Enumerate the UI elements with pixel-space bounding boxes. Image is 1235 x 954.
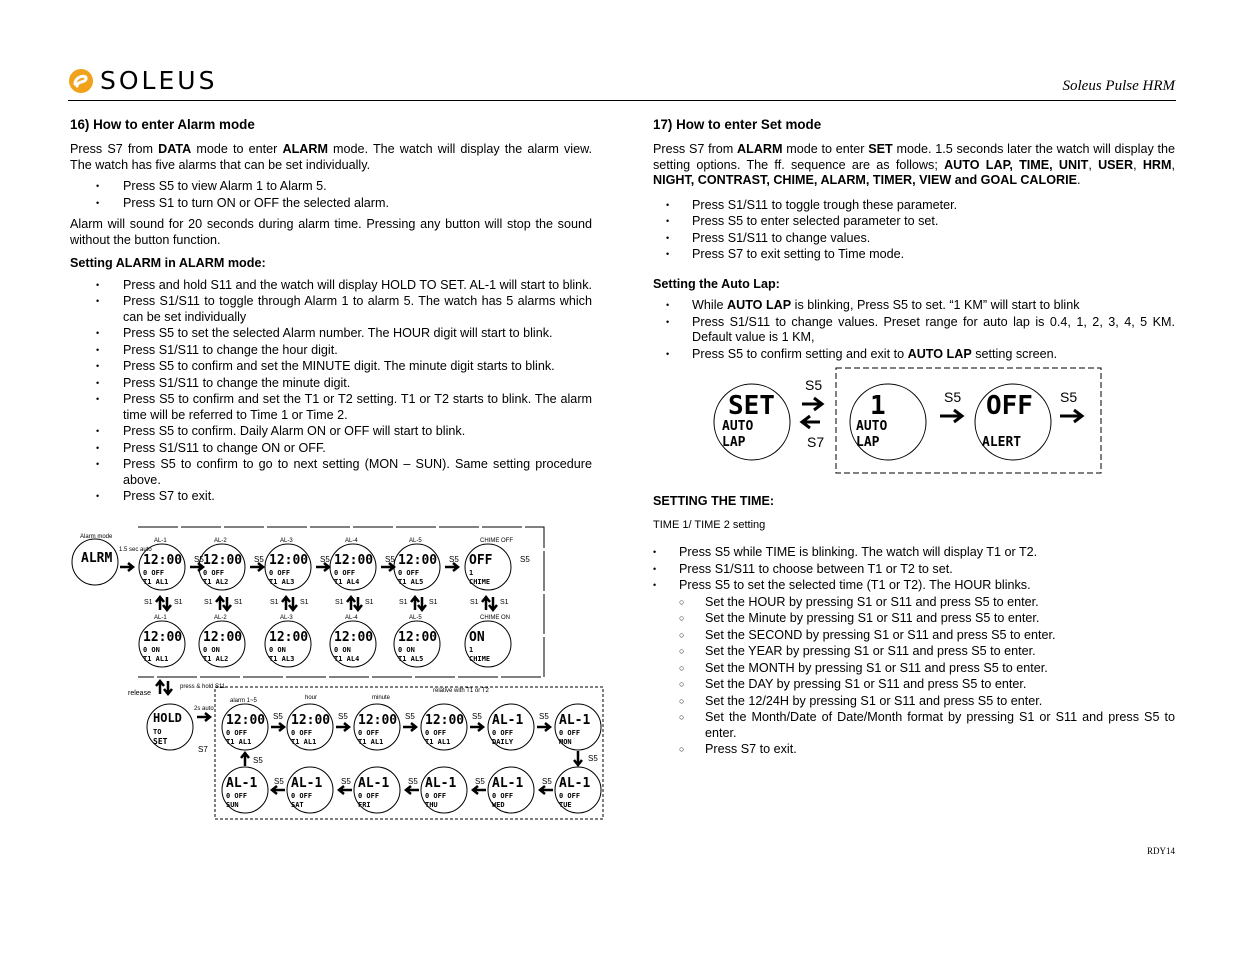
list-item: ○ Set the 12/24H by pressing S1 or S11 and press S5 to enter. (653, 694, 1175, 710)
s1-label: S1 (270, 599, 279, 606)
watch-main-digits: AL-1 (358, 776, 390, 791)
svg-text:SET: SET (728, 391, 775, 421)
list-item: ○ Set the YEAR by pressing S1 or S11 and press S5 to enter. (653, 644, 1175, 660)
arrow-down-icon (289, 597, 297, 610)
screen-caption: AL-5 (409, 615, 422, 621)
s7-label: S7 (807, 434, 825, 450)
alarm-list-2 (70, 278, 592, 505)
autolap-list (653, 298, 1175, 362)
s1-label: S1 (399, 599, 408, 606)
time-sublist (653, 595, 1175, 758)
watch-screen (465, 544, 511, 590)
arrow-down-icon (418, 597, 426, 610)
set-screen (714, 384, 790, 460)
watch-screen (222, 704, 268, 750)
arrow-down-icon (354, 597, 362, 610)
watch-screen (394, 544, 440, 590)
watch-main-digits: AL-1 (492, 776, 524, 791)
svg-text:AUTO: AUTO (856, 419, 888, 434)
watch-label: DAILY (492, 738, 514, 746)
watch-main-digits: AL-1 (425, 776, 457, 791)
watch-status: 0 OFF (269, 569, 291, 577)
watch-main-digits: 12:00 (358, 713, 398, 728)
arrow-up-icon (241, 753, 249, 766)
alarm-row-3 (156, 681, 601, 766)
watch-main-digits: AL-1 (492, 713, 524, 728)
arrow-up-icon (156, 597, 164, 610)
autolap-diagram (710, 364, 1105, 476)
arrow-down-icon (574, 751, 582, 765)
list-item: ○ Press S7 to exit. (653, 742, 1175, 758)
s1-label: S1 (204, 599, 213, 606)
arrow-right-icon (802, 398, 822, 410)
watch-screen (330, 544, 376, 590)
screen-caption: AL-1 (154, 538, 167, 544)
svg-text:SET: SET (153, 737, 168, 746)
watch-status: 0 OFF (492, 792, 514, 800)
s1-label: S1 (429, 599, 438, 606)
watch-screen (330, 621, 376, 667)
list-item: ○ Set the HOUR by pressing S1 or S11 and press S5 to enter. (653, 595, 1175, 611)
arrow-up-icon (411, 597, 419, 610)
watch-status: 0 ON (269, 646, 286, 654)
s5-label: S5 (194, 555, 204, 564)
page-code: RDY14 (1146, 846, 1175, 856)
left-column (70, 116, 592, 511)
watch-main-digits: OFF (469, 553, 493, 568)
s5-label: S5 (273, 712, 283, 721)
s1-label: S1 (335, 599, 344, 606)
alert-screen (975, 384, 1051, 460)
arrow-right-icon (537, 723, 550, 731)
watch-status: 0 OFF (291, 792, 313, 800)
s5-label: S5 (588, 754, 598, 763)
watch-status: 0 OFF (425, 792, 447, 800)
alarm-row-4 (222, 767, 601, 813)
s1-label: S1 (144, 599, 153, 606)
watch-main-digits: 12:00 (143, 630, 183, 645)
watch-label: THU (425, 801, 438, 809)
list-item: • Press S1/S11 to toggle trough these parameter. (653, 198, 1175, 214)
s1-label: S1 (234, 599, 243, 606)
svg-text:HOLD: HOLD (153, 711, 182, 725)
watch-main-digits: AL-1 (291, 776, 323, 791)
svg-text:LAP: LAP (856, 435, 880, 450)
watch-status: 0 ON (143, 646, 160, 654)
alarm-sound-note: Alarm will sound for 20 seconds during alarm time. Pressing any button will stop the sound without the button function. (70, 217, 592, 247)
two-sec-auto-label: 2s auto (194, 706, 214, 712)
s1-label: S1 (500, 599, 509, 606)
svg-text:TO: TO (153, 728, 162, 736)
s5-label: S5 (542, 777, 552, 786)
s1-label: S1 (174, 599, 183, 606)
arrow-right-icon (381, 563, 394, 571)
alarm-flow-diagram (70, 522, 610, 822)
time-small-label: TIME 1/ TIME 2 setting (653, 518, 766, 531)
watch-status: 0 OFF (203, 569, 225, 577)
s5-label: S5 (944, 389, 962, 405)
arrow-right-icon (190, 563, 203, 571)
watch-main-digits: 12:00 (203, 553, 243, 568)
watch-screen (421, 767, 467, 813)
s5-label: S5 (520, 555, 530, 564)
arrow-down-icon (164, 681, 172, 694)
s5-label: S5 (320, 555, 330, 564)
watch-screen (265, 621, 311, 667)
watch-screen (354, 767, 400, 813)
watch-label: MON (559, 738, 572, 746)
watch-label: FRI (358, 801, 371, 809)
watch-screen (287, 767, 333, 813)
set-heading: 17) How to enter Set mode (653, 117, 822, 132)
list-item: • Press S5 to confirm and set the T1 or T2 setting. T1 or T2 starts to blink. The alarm time will be referred to Time 1 or Time 2. (70, 392, 592, 423)
s5-label: S5 (338, 712, 348, 721)
watch-screen (488, 704, 534, 750)
arrow-up-icon (216, 597, 224, 610)
arrow-left-icon (540, 786, 553, 794)
watch-label: T1 AL5 (398, 655, 424, 663)
s5-label: S5 (472, 712, 482, 721)
watch-main-digits: 12:00 (291, 713, 331, 728)
time-subhead: SETTING THE TIME: (653, 494, 775, 508)
press-hold-label: press & hold S11 (180, 684, 226, 690)
watch-label: T1 AL4 (334, 655, 360, 663)
arrow-right-icon (316, 563, 329, 571)
arrow-left-icon (473, 786, 486, 794)
watch-screen (222, 767, 268, 813)
watch-screen (265, 544, 311, 590)
watch-screen (394, 621, 440, 667)
list-item: ○ Set the Minute by pressing S1 or S11 and press S5 to enter. (653, 611, 1175, 627)
screen-caption: AL-2 (214, 615, 227, 621)
screen-caption: AL-5 (409, 538, 422, 544)
svg-text:OFF: OFF (986, 391, 1033, 421)
arrow-down-icon (163, 597, 171, 610)
list-item: • Press S1/S11 to change values. Preset range for auto lap is 0.4, 1, 2, 3, 4, 5 KM. Default value is 1 KM, (653, 315, 1175, 346)
watch-status: 0 OFF (334, 569, 356, 577)
watch-label: T1 AL1 (226, 738, 252, 746)
list-item: • While AUTO LAP is blinking, Press S5 to set. “1 KM” will start to blink (653, 298, 1175, 314)
arrow-left-icon (339, 786, 352, 794)
watch-status: 0 OFF (398, 569, 420, 577)
watch-main-digits: AL-1 (559, 776, 591, 791)
arrow-down-icon (489, 597, 497, 610)
watch-label: T1 AL2 (203, 578, 229, 586)
list-item: • Press S1/S11 to choose between T1 or T2 to set. (653, 562, 1175, 578)
list-item: ○ Set the DAY by pressing S1 or S11 and press S5 to enter. (653, 677, 1175, 693)
screen-caption: CHIME ON (480, 615, 510, 621)
arrow-left-icon (272, 786, 285, 794)
watch-label: T1 AL5 (398, 578, 424, 586)
watch-status: 0 ON (203, 646, 220, 654)
list-item: • Press S5 to enter selected parameter to set. (653, 214, 1175, 230)
watch-status: 0 OFF (492, 729, 514, 737)
watch-label: T1 AL3 (269, 578, 295, 586)
list-item: • Press S5 to confirm setting and exit to AUTO LAP setting screen. (653, 347, 1175, 363)
s1-label: S1 (470, 599, 479, 606)
svg-text:ALRM: ALRM (81, 551, 113, 566)
watch-screen (199, 621, 245, 667)
s7-label: S7 (198, 745, 208, 754)
s5-label: S5 (254, 555, 264, 564)
s5-label: S5 (1060, 389, 1078, 405)
watch-label: SAT (291, 801, 304, 809)
list-item: • Press S7 to exit setting to Time mode. (653, 247, 1175, 263)
list-item: • Press S5 to view Alarm 1 to Alarm 5. (70, 179, 592, 195)
watch-status: 0 OFF (358, 792, 380, 800)
watch-status: 0 OFF (358, 729, 380, 737)
autolap-value-screen (850, 384, 926, 460)
watch-main-digits: ON (469, 630, 485, 645)
soleus-logo-icon (68, 68, 94, 94)
header-rule (68, 100, 1176, 101)
brand-wordmark: SOLEUS (100, 66, 218, 95)
watch-status: 0 ON (398, 646, 415, 654)
watch-main-digits: AL-1 (559, 713, 591, 728)
list-item: • Press S5 while TIME is blinking. The watch will display T1 or T2. (653, 545, 1175, 561)
arrow-right-icon (120, 563, 133, 571)
watch-main-digits: 12:00 (143, 553, 183, 568)
watch-main-digits: 12:00 (269, 630, 309, 645)
watch-main-digits: 12:00 (269, 553, 309, 568)
watch-label: T1 AL1 (143, 655, 169, 663)
arrow-down-icon (223, 597, 231, 610)
arrow-left-icon (406, 786, 419, 794)
watch-screen (199, 544, 245, 590)
svg-text:1: 1 (870, 391, 886, 421)
arrow-up-icon (347, 597, 355, 610)
watch-label: T1 AL2 (203, 655, 229, 663)
list-item: ○ Set the MONTH by pressing S1 or S11 and press S5 to enter. (653, 661, 1175, 677)
s1-label: S1 (365, 599, 374, 606)
s5-label: S5 (341, 777, 351, 786)
set-list (653, 198, 1175, 263)
watch-main-digits: 12:00 (398, 630, 438, 645)
arrow-right-icon (250, 563, 263, 571)
s5-label: S5 (408, 777, 418, 786)
set-intro: Press S7 from ALARM mode to enter SET mode. 1.5 seconds later the watch will display the setting options. The ff. sequence are as follows; AUTO LAP, TIME, UNIT, USER, HRM, NIGHT, CONTRAST, CHIME, ALARM, TIMER, VIEW and GOAL CALORIE. (653, 142, 1176, 187)
hour-label: hour (305, 695, 318, 701)
watch-label: T1 AL1 (143, 578, 169, 586)
watch-screen (139, 544, 185, 590)
arrow-right-icon (403, 723, 416, 731)
list-item: • Press S1/S11 to change values. (653, 231, 1175, 247)
watch-status: 0 OFF (559, 729, 581, 737)
s5-label: S5 (274, 777, 284, 786)
screen-caption: CHIME OFF (480, 538, 513, 544)
arrow-right-icon (197, 713, 210, 721)
time-list (653, 545, 1175, 594)
watch-status: 1 (469, 569, 474, 577)
brand-logo (68, 66, 217, 95)
watch-status: 0 OFF (291, 729, 313, 737)
watch-label: WED (492, 801, 505, 809)
watch-status: 0 OFF (226, 729, 248, 737)
list-item: • Press S1/S11 to change the hour digit. (70, 343, 592, 359)
s5-label: S5 (475, 777, 485, 786)
watch-screen (488, 767, 534, 813)
alarm-1-5-label: alarm 1~5 (230, 698, 257, 704)
list-item: • Press S5 to set the selected time (T1 or T2). The HOUR blinks. (653, 578, 1175, 594)
arrow-right-icon (1060, 410, 1082, 422)
watch-status: 0 OFF (559, 792, 581, 800)
minute-label: minute (372, 695, 391, 701)
watch-main-digits: 12:00 (334, 553, 374, 568)
watch-screen (287, 704, 333, 750)
alarm-row-1 (120, 538, 530, 610)
arrow-up-icon (482, 597, 490, 610)
hold-screen (147, 704, 193, 750)
watch-main-digits: 12:00 (398, 553, 438, 568)
alarm-mode-label: Alarm mode (80, 534, 113, 540)
watch-screen (465, 621, 511, 667)
s5-label: S5 (449, 555, 459, 564)
arrow-right-icon (445, 563, 458, 571)
auto-label: 1.5 sec auto (119, 547, 152, 553)
arrow-up-icon (156, 681, 164, 694)
watch-screen (421, 704, 467, 750)
watch-main-digits: 12:00 (226, 713, 266, 728)
arrow-right-icon (470, 723, 483, 731)
list-item: • Press S1/S11 to change ON or OFF. (70, 441, 592, 457)
watch-status: 0 OFF (425, 729, 447, 737)
s1-label: S1 (300, 599, 309, 606)
watch-main-digits: 12:00 (334, 630, 374, 645)
arrow-left-icon (802, 416, 820, 428)
alarm-row-2 (139, 615, 511, 667)
alarm-mode-screen (72, 539, 118, 585)
watch-status: 0 OFF (143, 569, 165, 577)
time-section (653, 494, 1175, 764)
watch-screen (354, 704, 400, 750)
arrow-right-icon (271, 723, 284, 731)
watch-screen (555, 704, 601, 750)
alarm-setting-subhead: Setting ALARM in ALARM mode: (70, 256, 266, 270)
list-item: • Press S5 to confirm and set the MINUTE digit. The minute digit starts to blink. (70, 359, 592, 375)
svg-text:LAP: LAP (722, 435, 746, 450)
watch-label: CHIME (469, 578, 491, 586)
relative-label: relative with T1 or T2 (433, 688, 489, 694)
s5-label: S5 (385, 555, 395, 564)
watch-screen (139, 621, 185, 667)
s5-label: S5 (253, 756, 263, 765)
autolap-subhead: Setting the Auto Lap: (653, 276, 780, 291)
watch-label: T1 AL1 (425, 738, 451, 746)
watch-main-digits: 12:00 (425, 713, 465, 728)
watch-status: 0 OFF (226, 792, 248, 800)
watch-label: TUE (559, 801, 572, 809)
screen-caption: AL-3 (280, 538, 293, 544)
svg-text:AUTO: AUTO (722, 419, 754, 434)
screen-caption: AL-4 (345, 615, 358, 621)
release-label: release (128, 690, 151, 697)
list-item: ○ Set the Month/Date of Date/Month format by pressing S1 or S11 and press S5 to enter. (653, 710, 1175, 741)
list-item: • Press S1/S11 to toggle through Alarm 1 to alarm 5. The watch has 5 alarms which can be set individually (70, 294, 592, 325)
watch-label: T1 AL1 (358, 738, 384, 746)
list-item: • Press S7 to exit. (70, 489, 592, 505)
watch-main-digits: 12:00 (203, 630, 243, 645)
watch-label: T1 AL3 (269, 655, 295, 663)
watch-main-digits: AL-1 (226, 776, 258, 791)
svg-text:ALERT: ALERT (982, 435, 1022, 450)
list-item: • Press S5 to set the selected Alarm number. The HOUR digit will start to blink. (70, 326, 592, 342)
watch-label: T1 AL4 (334, 578, 360, 586)
s5-label: S5 (405, 712, 415, 721)
watch-label: CHIME (469, 655, 491, 663)
watch-status: 0 ON (334, 646, 351, 654)
list-item: • Press S5 to confirm. Daily Alarm ON or OFF will start to blink. (70, 424, 592, 440)
alarm-heading: 16) How to enter Alarm mode (70, 117, 255, 132)
watch-screen (555, 767, 601, 813)
list-item: • Press S1 to turn ON or OFF the selected alarm. (70, 196, 592, 212)
arrow-right-icon (940, 410, 962, 422)
arrow-right-icon (336, 723, 349, 731)
list-item: • Press S1/S11 to change the minute digit. (70, 376, 592, 392)
alarm-list-1 (70, 179, 592, 211)
watch-label: T1 AL1 (291, 738, 317, 746)
alarm-intro: Press S7 from DATA mode to enter ALARM mode. The watch will display the alarm view. The watch has five alarms that can be set individually. (70, 142, 592, 172)
list-item: • Press S5 to confirm to go to next setting (MON – SUN). Same setting procedure above. (70, 457, 592, 488)
watch-label: SUN (226, 801, 239, 809)
screen-caption: AL-4 (345, 538, 358, 544)
screen-caption: AL-3 (280, 615, 293, 621)
document-title: Soleus Pulse HRM (1062, 78, 1175, 94)
watch-status: 1 (469, 646, 474, 654)
s5-label: S5 (539, 712, 549, 721)
s5-label: S5 (805, 377, 823, 393)
list-item: ○ Set the SECOND by pressing S1 or S11 and press S5 to enter. (653, 628, 1175, 644)
screen-caption: AL-1 (154, 615, 167, 621)
arrow-up-icon (282, 597, 290, 610)
screen-caption: AL-2 (214, 538, 227, 544)
right-column (653, 116, 1175, 368)
list-item: • Press and hold S11 and the watch will display HOLD TO SET. AL-1 will start to blink. (70, 278, 592, 294)
